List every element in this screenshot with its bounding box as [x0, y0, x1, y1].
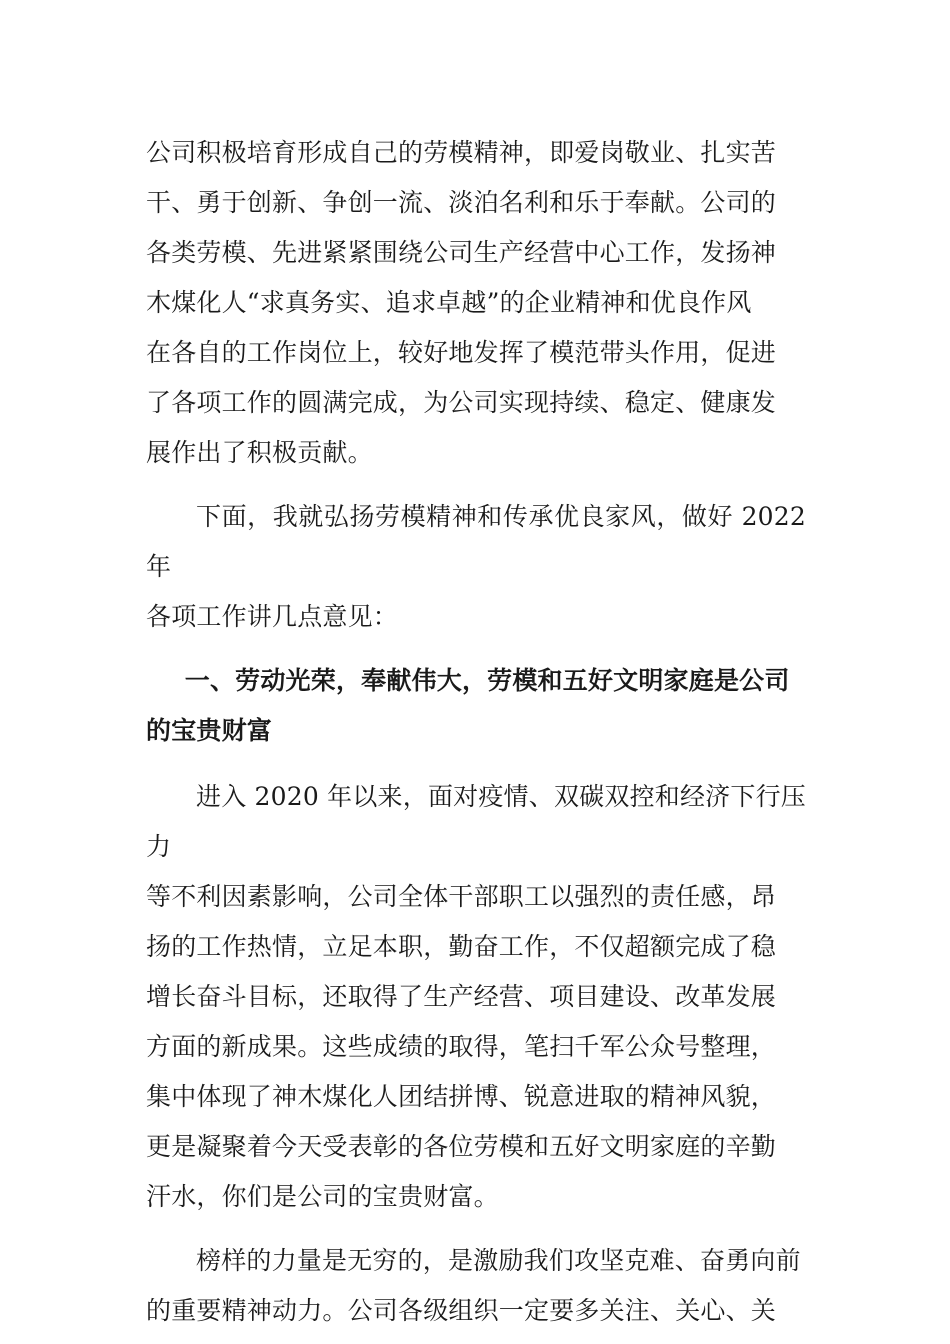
paragraph-2 [146, 492, 806, 642]
paragraph-line: 各类劳模、先进紧紧围绕公司生产经营中心工作，发扬神 [146, 238, 777, 267]
heading-line: 一、劳动光荣，奉献伟大，劳模和五好文明家庭是公司 [184, 666, 790, 695]
paragraph-line: 扬的工作热情，立足本职，勤奋工作，不仅超额完成了稳 [146, 932, 777, 961]
paragraph-line: 汗水，你们是公司的宝贵财富。 [146, 1182, 499, 1211]
paragraph-line: 木煤化人“求真务实、追求卓越”的企业精神和优良作风 [146, 288, 752, 317]
paragraph-1 [146, 128, 806, 478]
paragraph-line: 榜样的力量是无穷的，是激励我们攻坚克难、奋勇向前 [196, 1246, 801, 1275]
paragraph-line: 等不利因素影响，公司全体干部职工以强烈的责任感，昂 [146, 882, 777, 911]
paragraph-line: 增长奋斗目标，还取得了生产经营、项目建设、改革发展 [146, 982, 777, 1011]
paragraph-line: 集中体现了神木煤化人团结拼博、锐意进取的精神风貌， [146, 1082, 777, 1111]
paragraph-line: 的重要精神动力。公司各级组织一定要多关注、关心、关 [146, 1296, 777, 1325]
paragraph-line: 更是凝聚着今天受表彰的各位劳模和五好文明家庭的辛勤 [146, 1132, 777, 1161]
paragraph-line: 在各自的工作岗位上，较好地发挥了模范带头作用，促进 [146, 338, 777, 367]
section-heading-1 [146, 656, 806, 756]
paragraph-line: 干、勇于创新、争创一流、淡泊名利和乐于奉献。公司的 [146, 188, 777, 217]
paragraph-line: 公司积极培育形成自己的劳模精神，即爱岗敬业、扎实苦 [146, 138, 777, 167]
paragraph-line: 各项工作讲几点意见： [146, 602, 399, 631]
paragraph-line: 下面，我就弘扬劳模精神和传承优良家风，做好 2022 年 [146, 502, 806, 581]
paragraph-line: 方面的新成果。这些成绩的取得，笔扫千军公众号整理， [146, 1032, 777, 1061]
document-body [146, 128, 806, 1336]
paragraph-line: 展作出了积极贡献。 [146, 438, 373, 467]
paragraph-4 [146, 1236, 806, 1336]
heading-line: 的宝贵财富 [146, 716, 273, 745]
paragraph-3 [146, 772, 806, 1222]
paragraph-line: 进入 2020 年以来，面对疫情、双碳双控和经济下行压力 [146, 782, 806, 861]
paragraph-line: 了各项工作的圆满完成，为公司实现持续、稳定、健康发 [146, 388, 777, 417]
